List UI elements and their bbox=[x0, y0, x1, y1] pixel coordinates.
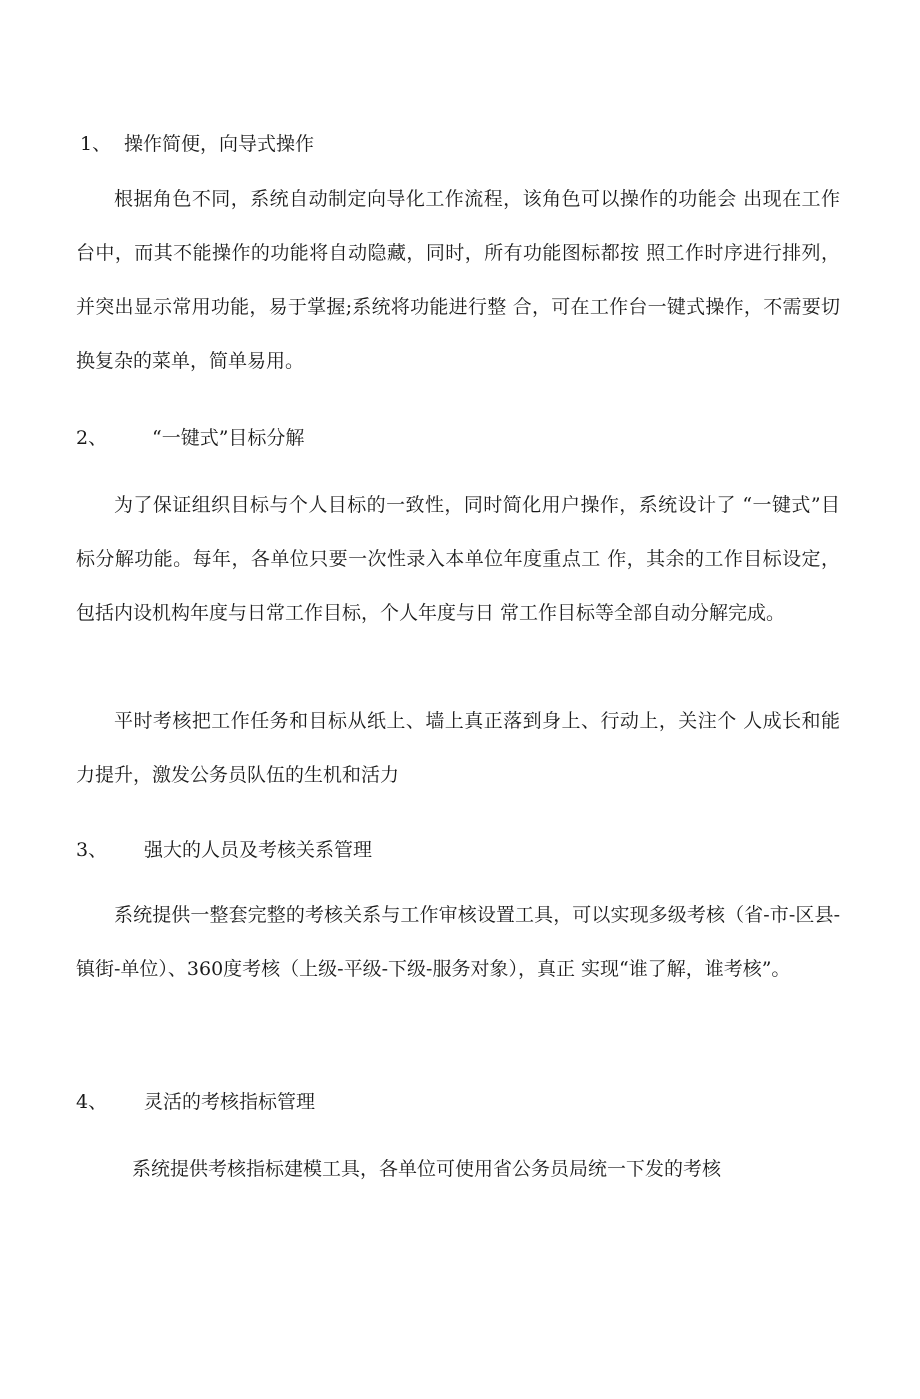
section-2-paragraph-1: 为了保证组织目标与个人目标的一致性，同时简化用户操作，系统设计了 “一键式”目标分解功能。每年，各单位只要一次性录入本单位年度重点工 作，其余的工作目标设定，包括内设机构年度与日常工作目标，个人年度与日 常工作目标等全部自动分解完成。 bbox=[76, 494, 840, 624]
section-1-number: 1、 bbox=[80, 133, 112, 155]
section-4-paragraph-1: 系统提供考核指标建模工具，各单位可使用省公务员局统一下发的考核 bbox=[132, 1158, 722, 1180]
section-1-heading bbox=[80, 132, 480, 156]
section-3-title: 强大的人员及考核关系管理 bbox=[144, 839, 373, 861]
section-2-title: “一键式”目标分解 bbox=[152, 427, 305, 449]
section-2-heading bbox=[76, 426, 476, 450]
section-4-heading bbox=[76, 1090, 476, 1114]
section-3-number: 3、 bbox=[76, 839, 108, 861]
section-4-title: 灵活的考核指标管理 bbox=[144, 1091, 316, 1113]
section-2-number: 2、 bbox=[76, 427, 108, 449]
section-1-title: 操作简便，向导式操作 bbox=[124, 133, 315, 155]
section-2-paragraph-2: 平时考核把工作任务和目标从纸上、墙上真正落到身上、行动上，关注个 人成长和能力提升，激发公务员队伍的生机和活力 bbox=[76, 710, 840, 786]
section-3-paragraph-1: 系统提供一整套完整的考核关系与工作审核设置工具，可以实现多级考核（省-市-区县-镇街-单位）、360度考核（上级-平级-下级-服务对象），真正 实现“谁了解，谁考核”。 bbox=[76, 904, 840, 980]
section-4-number: 4、 bbox=[76, 1091, 108, 1113]
section-3-heading bbox=[76, 838, 476, 862]
section-1-paragraph-1: 根据角色不同，系统自动制定向导化工作流程，该角色可以操作的功能会 出现在工作台中，而其不能操作的功能将自动隐藏，同时，所有功能图标都按 照工作时序进行排列，并突出显示常用功能，易于掌握;系统将功能进行整 合，可在工作台一键式操作，不需要切换复杂的菜单，简单易用。 bbox=[76, 188, 840, 372]
